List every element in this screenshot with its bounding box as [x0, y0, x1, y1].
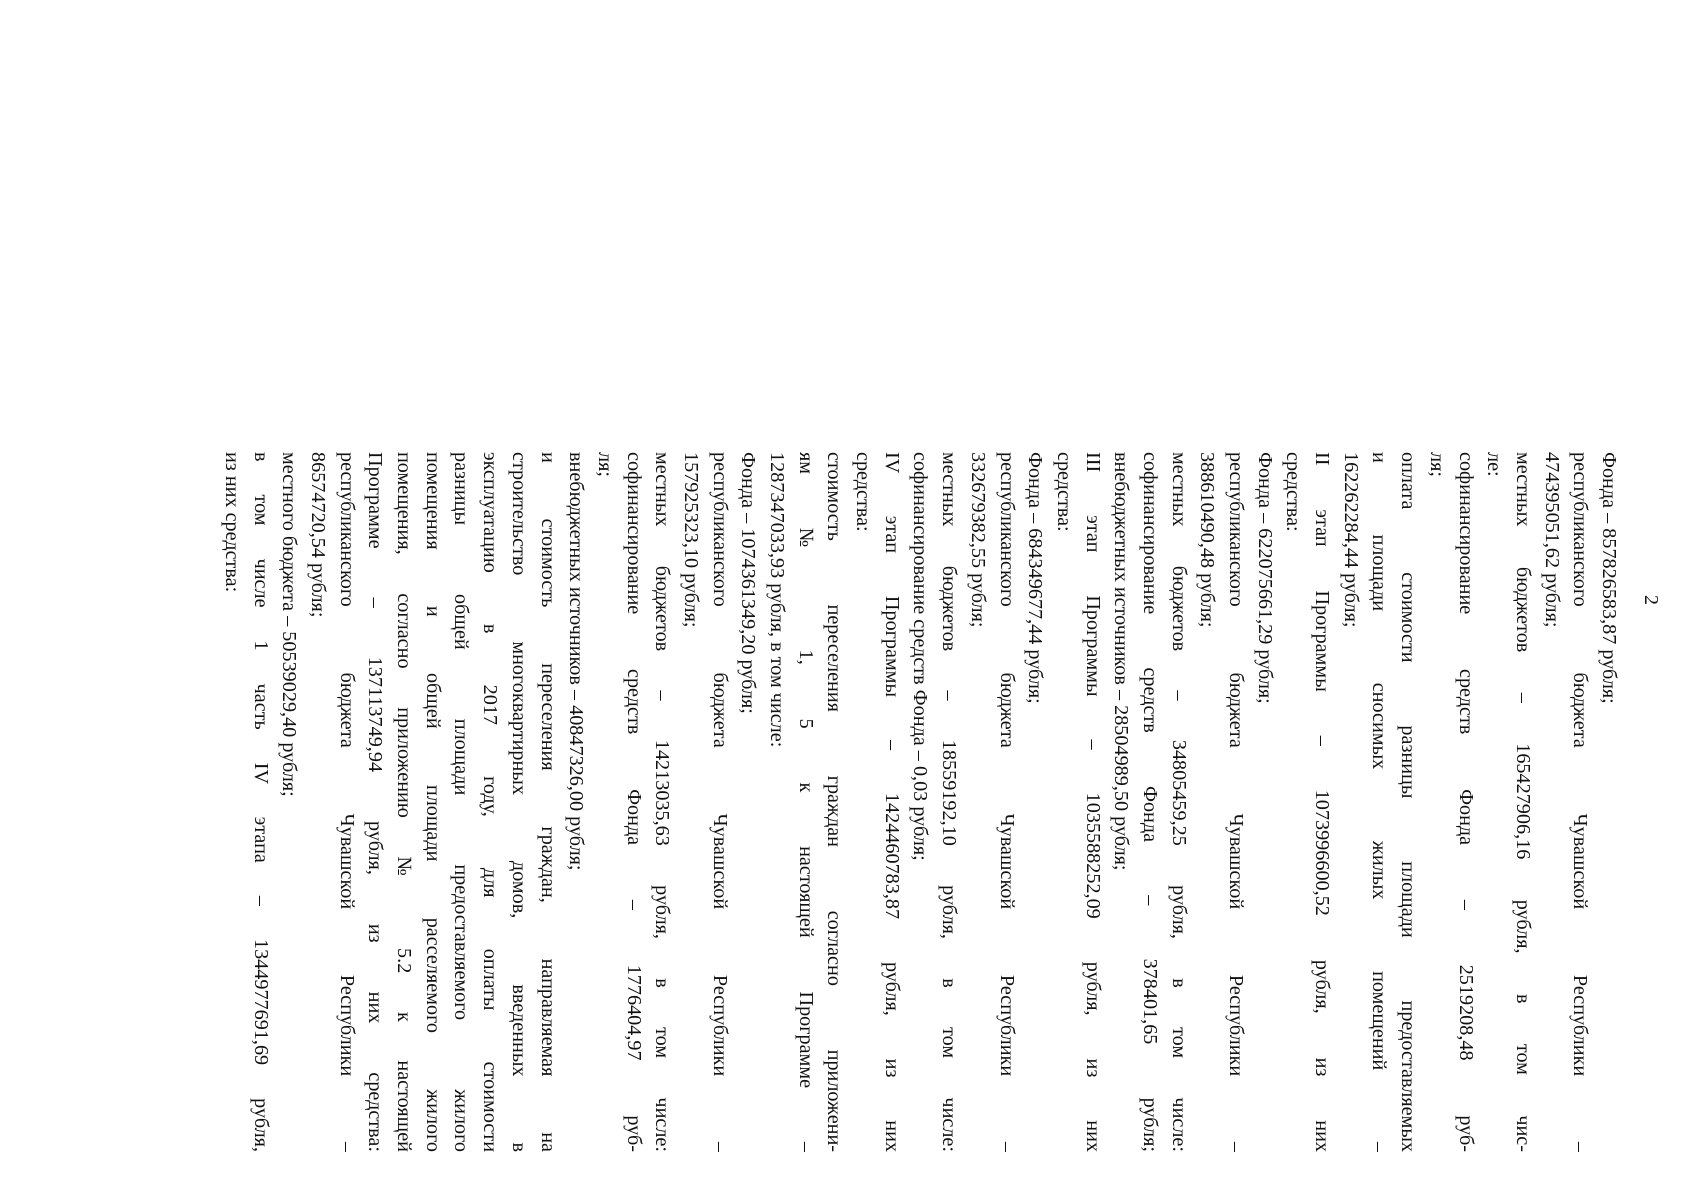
text-line: Фонда – 1074361349,20 рубля; — [737, 452, 760, 714]
text-line: в том числе 1 часть IV этапа – 1344977691,69 рубля, — [249, 452, 272, 1152]
text-line: 388610490,48 рубля; — [1196, 452, 1219, 628]
text-line: софинансирование средств Фонда – 2519208,48 руб- — [1454, 452, 1477, 1152]
text-line: помещения и общей площади расселяемого жилого — [421, 452, 444, 1152]
text-line: средства: — [852, 452, 875, 532]
text-line: ля; — [593, 452, 616, 477]
text-line: эксплуатацию в 2017 году, для оплаты стоимости — [479, 452, 502, 1152]
text-line: Программе – 137113749,94 рубля, из них средства: — [364, 452, 387, 1152]
text-line: III этап Программы – 1035588252,09 рубля, из них — [1081, 452, 1104, 1152]
text-line: средства: — [1282, 452, 1305, 532]
text-line: Фонда – 622075661,29 рубля; — [1253, 452, 1276, 704]
text-line: местных бюджетов – 18559192,10 рубля, в том числе: — [938, 452, 961, 1152]
text-line: республиканского бюджета Чувашской Республики – — [1225, 452, 1248, 1152]
text-line: из них средства: — [221, 452, 243, 593]
text-line: Фонда – 857826583,87 рубля; — [1598, 452, 1620, 704]
text-line: республиканского бюджета Чувашской Республики – — [995, 452, 1018, 1152]
text-line: внебюджетных источников – 40847326,00 рубля; — [565, 452, 588, 871]
text-line: 332679382,55 рубля; — [966, 452, 989, 628]
text-line: ле: — [1483, 452, 1506, 477]
text-line: разницы общей площади предоставляемого жилого — [450, 452, 473, 1152]
text-line: софинансирование средств Фонда – 0,03 рубля; — [909, 452, 932, 861]
text-line: местных бюджетов – 14213035,63 рубля, в том числе: — [651, 452, 674, 1152]
text-line: ям № 1, 5 к настоящей Программе – — [794, 452, 817, 1152]
text-line: помещения, согласно приложению № 5.2 к настоящей — [393, 452, 416, 1152]
text-line: строительство многоквартирных домов, введенных в — [507, 452, 530, 1152]
text-line: ля; — [1425, 452, 1448, 477]
text-line: местных бюджетов – 165427906,16 рубля, в том чис- — [1511, 452, 1534, 1152]
text-line: стоимость переселения граждан согласно приложени- — [823, 452, 846, 1152]
text-line: и площади сносимых жилых помещений – — [1368, 452, 1391, 1152]
text-line: средства: — [1052, 452, 1075, 532]
text-line: республиканского бюджета Чувашской Республики – — [708, 452, 731, 1152]
text-line: софинансирование средств Фонда – 1776404,97 руб- — [622, 452, 645, 1152]
text-line: республиканского бюджета Чувашской Республики – — [335, 452, 358, 1152]
text-line: местного бюджета – 50539029,40 рубля; — [278, 452, 301, 797]
page-number: 2 — [1640, 595, 1662, 605]
text-line: софинансирование средств Фонда – 378401,65 рубля; — [1139, 452, 1161, 1152]
document-body-text — [217, 452, 1623, 1152]
text-line: IV этап Программы – 1424460783,87 рубля, из них — [880, 452, 903, 1152]
text-line: 1287347033,93 рубля, в том числе: — [766, 452, 789, 748]
text-line: 474395051,62 рубля; — [1540, 452, 1563, 628]
text-line: оплата стоимости разницы площади предоставляемых — [1397, 452, 1420, 1152]
text-line: внебюджетных источников – 28504989,50 рубля; — [1110, 452, 1133, 871]
text-line: II этап Программы – 1073996600,52 рубля, из них — [1311, 452, 1334, 1152]
text-line: 157925323,10 рубля; — [680, 452, 702, 628]
text-line: 86574720,54 рубля; — [307, 452, 330, 618]
text-line: 162262284,44 рубля; — [1339, 452, 1362, 628]
text-line: Фонда – 684349677,44 рубля; — [1024, 452, 1047, 704]
text-line: республиканского бюджета Чувашской Республики – — [1569, 452, 1592, 1152]
text-line: и стоимость переселения граждан, направляемая на — [536, 452, 559, 1152]
text-line: местных бюджетов – 34805459,25 рубля, в том числе: — [1167, 452, 1190, 1152]
